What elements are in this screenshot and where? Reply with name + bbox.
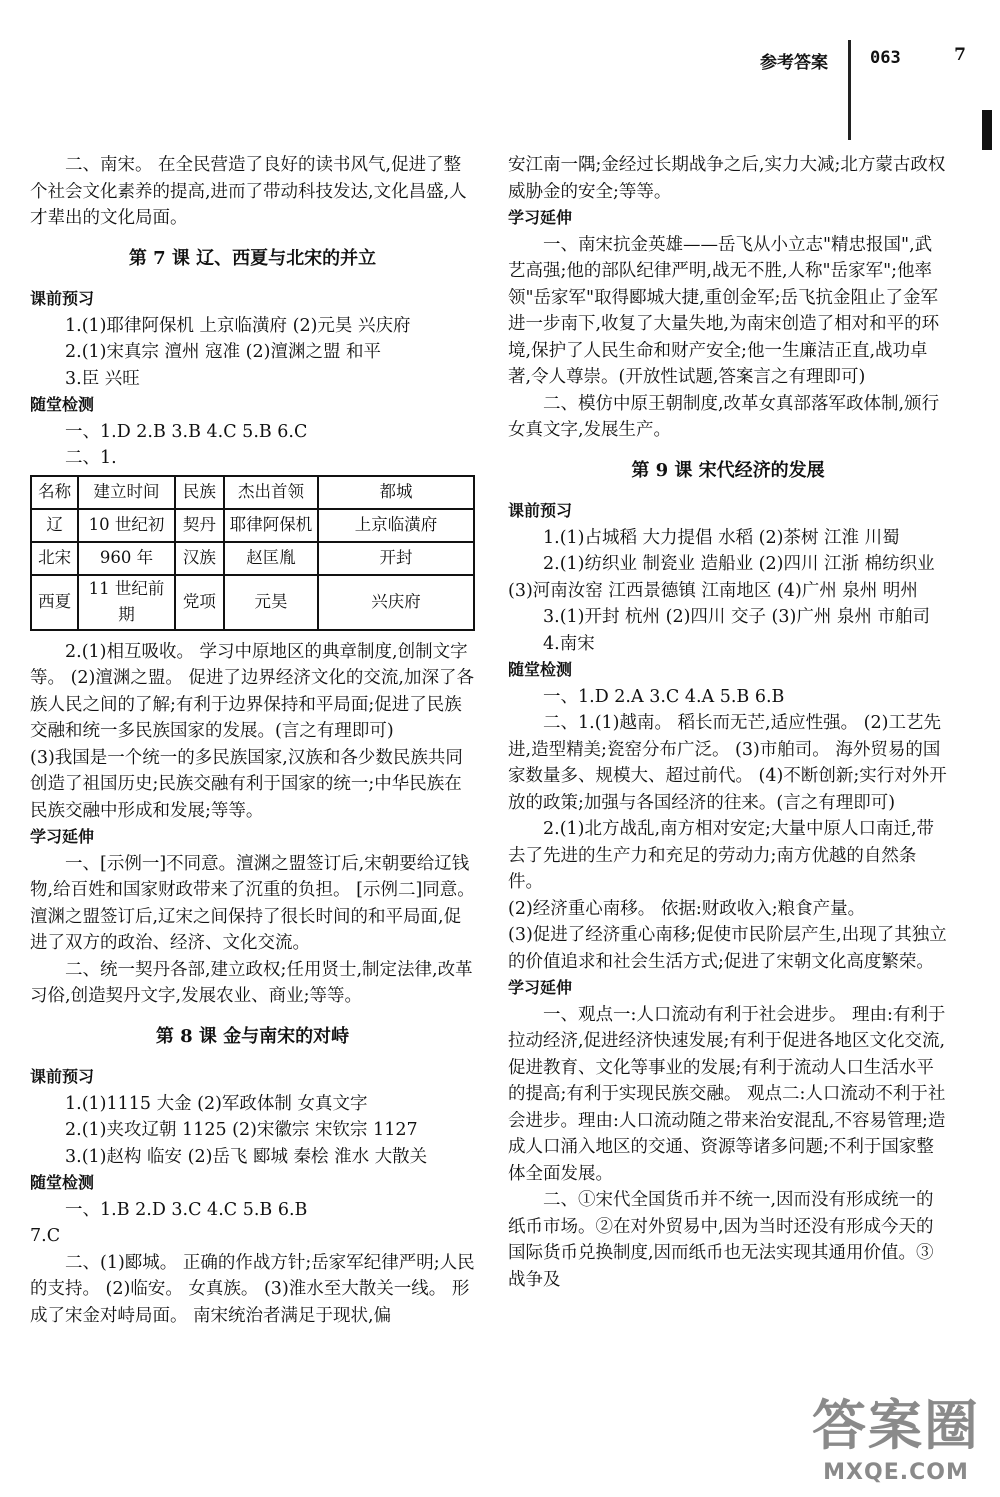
table-cell: 汉族 [175, 542, 224, 575]
regimes-table [30, 475, 475, 631]
watermark-text: 答案圈 [812, 1394, 980, 1457]
answer-paragraph: 二、统一契丹各部,建立政权;任用贤士,制定法律,改革习俗,创造契丹文字,发展农业、商业;等等。 [30, 959, 473, 1006]
table-header-cell: 都城 [318, 476, 474, 509]
table-row [31, 575, 474, 630]
section-heading: 课前预习 [30, 1067, 95, 1086]
table-header-cell: 杰出首领 [224, 476, 318, 509]
section-heading: 学习延伸 [508, 208, 573, 227]
answer-paragraph: 一、南宋抗金英雄——岳飞从小立志"精忠报国",武艺高强;他的部队纪律严明,战无不胜,人称"岳家军";他率领"岳家军"取得郾城大捷,重创金军;岳飞抗金阻止了金军进一步南下,收复了大量失地,为南宋创造了相对和平的环境,保护了人民生命和财产安全;他一生廉洁正直,战功卓著,令人尊崇。(开放性试题,答案言之有理即可) [508, 234, 940, 387]
lesson-7-title: 第 7 课 辽、西夏与北宋的并立 [128, 247, 377, 269]
section-heading: 学习延伸 [30, 827, 95, 846]
answer-line: 3.臣 兴旺 [65, 368, 140, 389]
header-title: 参考答案 [760, 53, 828, 73]
answer-paragraph: 2.(1)相互吸收。 学习中原地区的典章制度,创制文字等。 (2)澶渊之盟。 促进了边界经济文化的交流,加深了各族人民之间的了解;有利于边界保持和平局面;促进了民族交融和统一多民族国家的发展。(言之有理即可) [30, 641, 474, 741]
table-row [31, 542, 474, 575]
answer-paragraph: 二、1.(1)越南。 稻长而无芒,适应性强。 (2)工艺先进,造型精美;瓷窑分布广泛。 (3)市舶司。 海外贸易的国家数量多、规模大、超过前代。 (4)不断创新;实行对外开放的政策;加强与各国经济的往来。(言之有理即可) [508, 713, 947, 813]
header-mark: 7 [954, 45, 966, 65]
table-cell: 11 世纪前期 [78, 575, 174, 630]
table-header-cell: 民族 [175, 476, 224, 509]
table-cell: 耶律阿保机 [224, 509, 318, 542]
table-cell: 兴庆府 [318, 575, 474, 630]
section-heading: 随堂检测 [508, 660, 573, 679]
answer-line: 二、1. [65, 448, 117, 468]
table-cell: 党项 [175, 575, 224, 630]
right-column [508, 152, 948, 1293]
answer-line: 一、1.B 2.D 3.C 4.C 5.B 6.B [65, 1199, 308, 1220]
left-column [30, 152, 475, 1329]
answer-paragraph: (3)促进了经济重心南移;促使市民阶层产生,出现了其独立的价值追求和社会生活方式;促进了宋朝文化高度繁荣。 [508, 925, 947, 972]
answer-line: 7.C [30, 1226, 61, 1246]
answer-paragraph: 二、模仿中原王朝制度,改革女真部落军政体制,颁行女真文字,发展生产。 [508, 393, 940, 440]
table-header-row [31, 476, 474, 509]
answer-paragraph: 二、①宋代全国货币并不统一,因而没有形成统一的纸币市场。②在对外贸易中,因为当时还没有形成今天的国际货币兑换制度,因而纸币也无法实现其通用价值。③战争及 [508, 1190, 934, 1290]
section-heading: 学习延伸 [508, 978, 573, 997]
answer-paragraph: 一、[示例一]不同意。澶渊之盟签订后,宋朝要给辽钱物,给百姓和国家财政带来了沉重的负担。 [示例二]同意。澶渊之盟签订后,辽宋之间保持了很长时间的和平局面,促进了双方的政治、经济、文化交流。 [30, 853, 475, 953]
answer-line: 2.(1)宋真宗 澶州 寇准 (2)澶渊之盟 和平 [65, 342, 382, 362]
answer-line: 一、1.D 2.A 3.C 4.A 5.B 6.B [543, 686, 785, 707]
answer-paragraph: 二、(1)郾城。 正确的作战方针;岳家军纪律严明;人民的支持。 (2)临安。 女真族。 (3)淮水至大散关一线。 形成了宋金对峙局面。 南宋统治者满足于现状,偏 [30, 1252, 475, 1326]
page-number: 063 [870, 48, 901, 68]
table-cell: 10 世纪初 [78, 509, 174, 542]
answer-line: 一、1.D 2.B 3.B 4.C 5.B 6.C [65, 421, 308, 442]
table-cell: 西夏 [31, 575, 78, 630]
table-cell: 元昊 [224, 575, 318, 630]
header-divider [848, 40, 851, 140]
answer-line: 1.(1)占城稻 大力提倡 水稻 (2)茶树 江淮 川蜀 [543, 527, 900, 548]
answer-line: 3.(1)赵构 临安 (2)岳飞 郾城 秦桧 淮水 大散关 [65, 1146, 428, 1167]
lesson-9-title: 第 9 课 宋代经济的发展 [631, 459, 825, 481]
section-heading: 课前预习 [508, 501, 573, 520]
table-cell: 赵匡胤 [224, 542, 318, 575]
answer-line: 2.(1)夹攻辽朝 1125 (2)宋徽宗 宋钦宗 1127 [65, 1120, 418, 1140]
answer-line: 1.(1)耶律阿保机 上京临潢府 (2)元昊 兴庆府 [65, 315, 411, 336]
table-cell: 辽 [31, 509, 78, 542]
answer-paragraph: (2)经济重心南移。 依据:财政收入;粮食产量。 [508, 898, 866, 919]
table-header-cell: 建立时间 [78, 476, 174, 509]
lesson-8-title: 第 8 课 金与南宋的对峙 [155, 1025, 350, 1047]
table-header-cell: 名称 [31, 476, 78, 509]
page-header [760, 40, 966, 110]
edge-tab-marker [982, 110, 992, 150]
table-cell: 上京临潢府 [318, 509, 474, 542]
watermark-url: MXQE.COM [823, 1460, 969, 1485]
answer-line: 2.(1)纺织业 制瓷业 造船业 (2)四川 江浙 棉纺织业 (3)河南汝窑 江西景德镇 江南地区 (4)广州 泉州 明州 [508, 554, 935, 601]
table-cell: 960 年 [78, 542, 174, 575]
intro-paragraph: 二、南宋。 在全民营造了良好的读书风气,促进了整个社会文化素养的提高,进而了带动科技发达,文化昌盛,人才辈出的文化局面。 [30, 155, 467, 228]
watermark-logo [812, 1383, 980, 1485]
answer-paragraph: 一、观点一:人口流动有利于社会进步。 理由:有利于拉动经济,促进经济快速发展;有利于促进各地区文化交流,促进教育、文化等事业的发展;有利于流动人口生活水平的提高;有利于实现民族交融。 观点二:人口流动不利于社会进步。理由:人口流动随之带来治安混乱,不容易管理;造成人口涌入地区的交通、资源等诸多问题;不利于国家整体全面发展。 [508, 1004, 946, 1184]
answer-line: 4.南宋 [543, 633, 595, 654]
section-heading: 课前预习 [30, 289, 95, 308]
table-cell: 北宋 [31, 542, 78, 575]
answer-line: 3.(1)开封 杭州 (2)四川 交子 (3)广州 泉州 市舶司 [543, 607, 930, 627]
section-heading: 随堂检测 [30, 1173, 95, 1192]
answer-paragraph: (3)我国是一个统一的多民族国家,汉族和各少数民族共同创造了祖国历史;民族交融有利于国家的统一;中华民族在民族交融中形成和发展;等等。 [30, 747, 463, 821]
table-row [31, 509, 474, 542]
answer-line: 1.(1)1115 大金 (2)军政体制 女真文字 [65, 1093, 368, 1114]
answer-paragraph: 2.(1)北方战乱,南方相对安定;大量中原人口南迁,带去了先进的生产力和充足的劳动力;南方优越的自然条件。 [508, 819, 935, 892]
table-cell: 开封 [318, 542, 474, 575]
section-heading: 随堂检测 [30, 395, 95, 414]
answer-paragraph: 安江南一隅;金经过长期战争之后,实力大减;北方蒙古政权威胁金的安全;等等。 [508, 155, 946, 202]
table-cell: 契丹 [175, 509, 224, 542]
